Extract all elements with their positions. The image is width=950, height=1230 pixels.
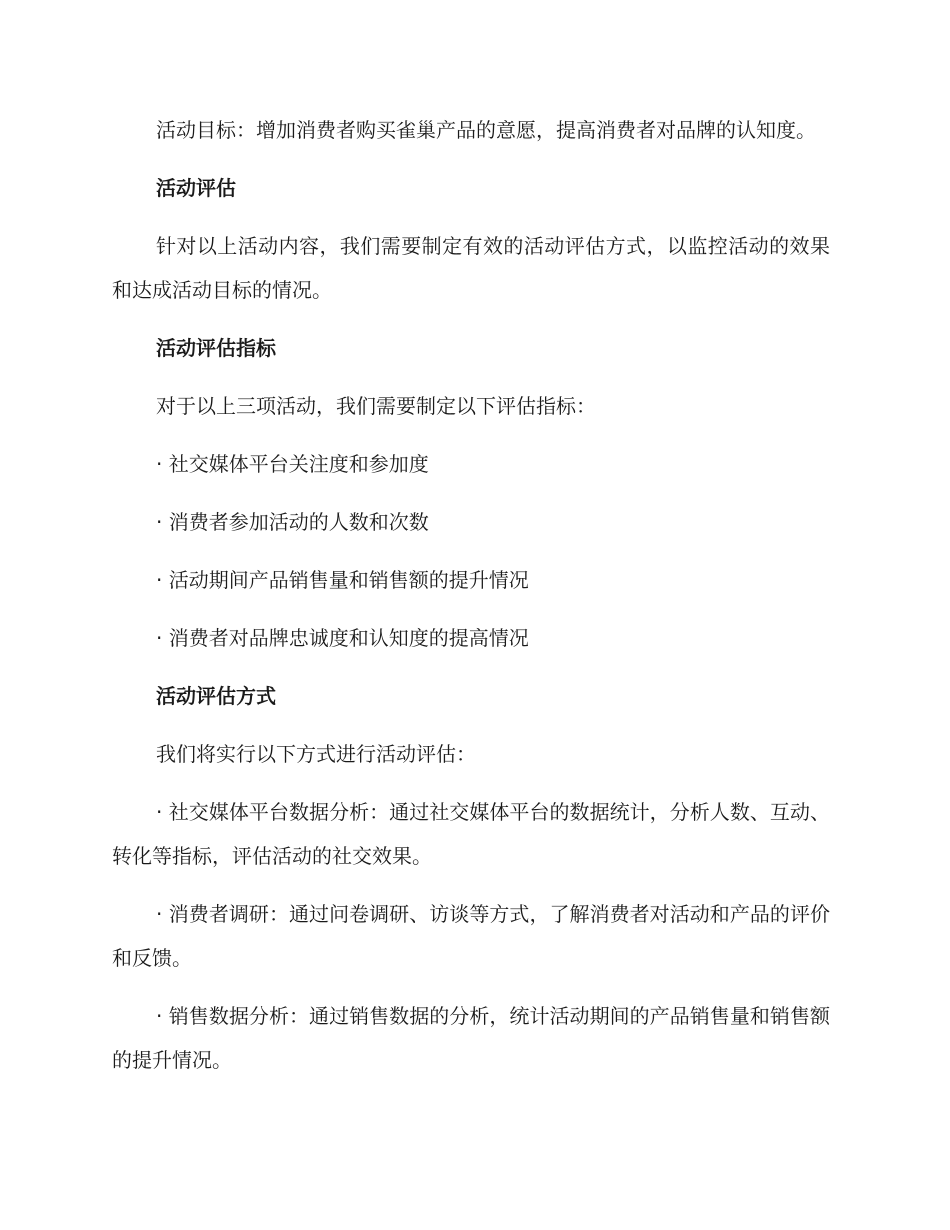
method-item: · 销售数据分析：通过销售数据的分析，统计活动期间的产品销售量和销售额的提升情况。 [112, 1004, 830, 1072]
activity-goal-paragraph: 活动目标：增加消费者购买雀巢产品的意愿，提高消费者对品牌的认知度。 [156, 118, 816, 142]
section-title-methods: 活动评估方式 [156, 684, 276, 708]
evaluation-paragraph: 针对以上活动内容，我们需要制定有效的活动评估方式，以监控活动的效果和达成活动目标的情况。 [112, 234, 830, 302]
section-title-metrics: 活动评估指标 [156, 336, 276, 360]
method-item: · 社交媒体平台数据分析：通过社交媒体平台的数据统计，分析人数、互动、转化等指标，评估活动的社交效果。 [112, 800, 830, 868]
metric-item: · 消费者对品牌忠诚度和认知度的提高情况 [156, 626, 529, 650]
metric-item: · 消费者参加活动的人数和次数 [156, 510, 429, 534]
metric-item: · 社交媒体平台关注度和参加度 [156, 452, 429, 476]
methods-intro-paragraph: 我们将实行以下方式进行活动评估： [156, 742, 476, 766]
method-item: · 消费者调研：通过问卷调研、访谈等方式，了解消费者对活动和产品的评价和反馈。 [112, 902, 830, 970]
section-title-evaluation: 活动评估 [156, 176, 236, 200]
metrics-intro-paragraph: 对于以上三项活动，我们需要制定以下评估指标： [156, 394, 596, 418]
metric-item: · 活动期间产品销售量和销售额的提升情况 [156, 568, 529, 592]
